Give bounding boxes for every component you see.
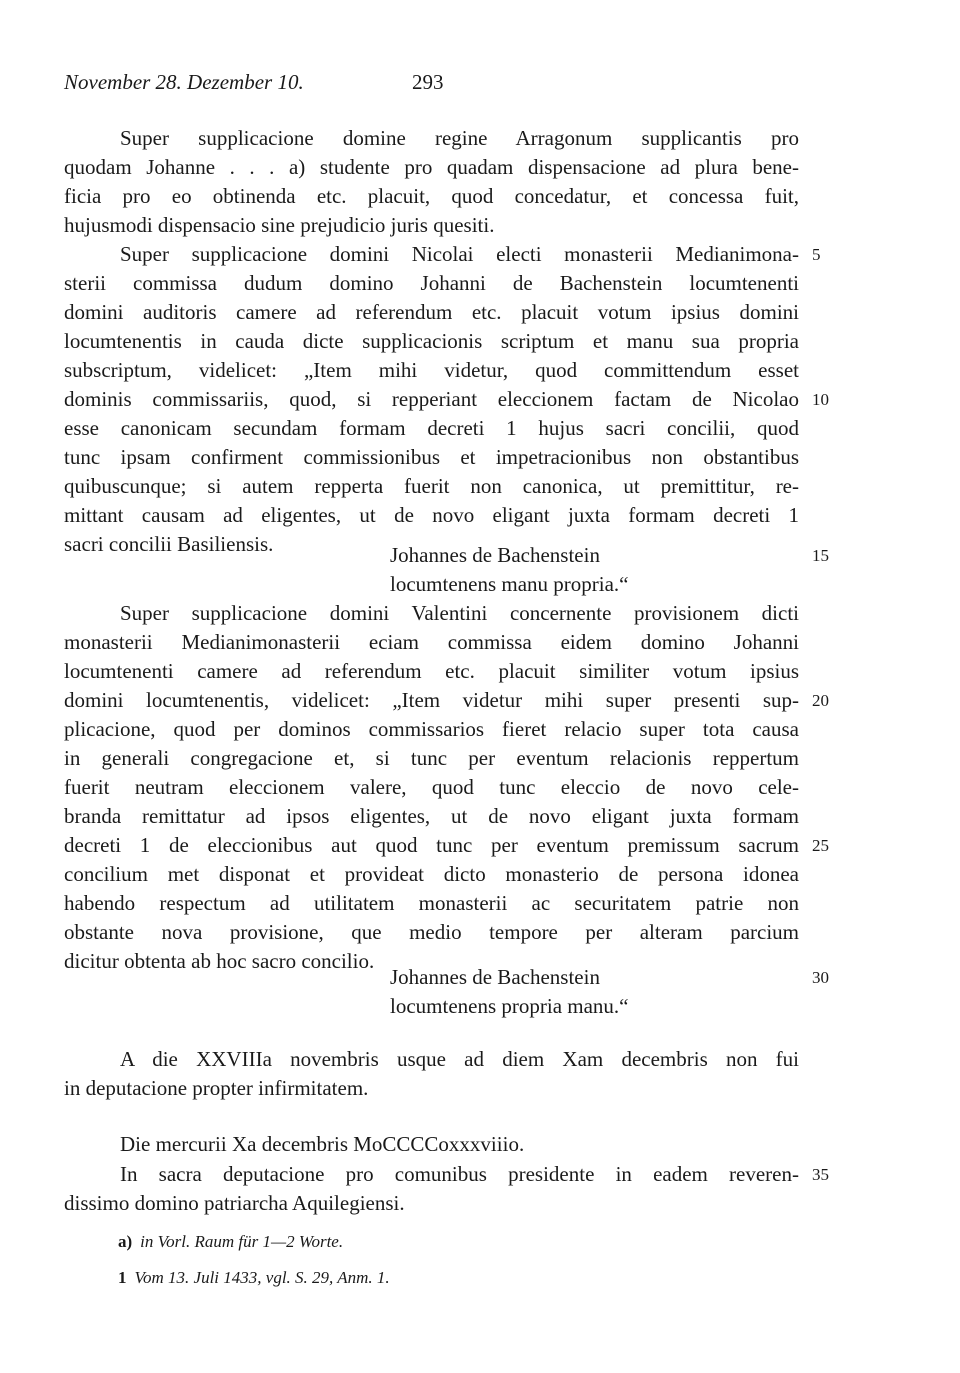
text-line: in deputacione propter infirmitatem. <box>64 1076 369 1100</box>
line-number: 30 <box>812 968 829 987</box>
text-line: plicacione, quod per dominos commissarios fieret relacio super tota causa <box>64 717 799 741</box>
signature-title: locumtenens propria manu.“ <box>390 994 629 1018</box>
line-number: 5 <box>812 245 821 264</box>
text-line: in generali congregacione et, si tunc per eventum relacionis reppertum <box>64 746 799 770</box>
footnote-mark: a) <box>118 1232 133 1251</box>
footnote-text: Vom 13. Juli 1433, vgl. S. 29, Anm. 1. <box>134 1268 390 1287</box>
text-line: dicitur obtenta ab hoc sacro concilio. <box>64 949 375 973</box>
text-line: Die mercurii Xa decembris MoCCCCoxxxviiio. <box>120 1132 525 1156</box>
text-line: ficia pro eo obtinenda etc. placuit, quod concedatur, et concessa fuit, <box>64 184 799 208</box>
text-line: quibuscunque; si autem repperta fuerit non canonica, ut premittitur, re- <box>64 474 799 498</box>
text-line: habendo respectum ad utilitatem monasterii ac securitatem patrie non <box>64 891 799 915</box>
text-line: A die XXVIIIa novembris usque ad diem Xam decembris non fui <box>120 1047 799 1071</box>
running-header <box>64 70 444 95</box>
text-line: In sacra deputacione pro comunibus presidente in eadem reveren- <box>120 1162 799 1186</box>
signature-name: Johannes de Bachenstein <box>390 543 600 567</box>
footnote-text: in Vorl. Raum für 1—2 Worte. <box>140 1232 344 1251</box>
text-line: sterii commissa dudum domino Johanni de Bachenstein locumtenenti <box>64 271 799 295</box>
line-number: 35 <box>812 1165 829 1184</box>
text-line: tunc ipsam confirment commissionibus et impetracionibus non obstantibus <box>64 445 799 469</box>
page-number: 293 <box>412 70 444 94</box>
signature-title: locumtenens manu propria.“ <box>390 572 629 596</box>
line-number: 25 <box>812 836 829 855</box>
text-line: monasterii Medianimonasterii eciam commissa eidem domino Johanni <box>64 630 799 654</box>
line-number: 20 <box>812 691 829 710</box>
line-number: 10 <box>812 390 829 409</box>
text-line: dissimo domino patriarcha Aquilegiensi. <box>64 1191 405 1215</box>
footnote <box>118 1266 390 1290</box>
text-line: Super supplicacione domine regine Arragonum supplicantis pro <box>120 126 799 150</box>
text-line: locumtenentis in cauda dicte supplicacionis scriptum et manu sua propria <box>64 329 799 353</box>
text-line: sacri concilii Basiliensis. <box>64 532 274 556</box>
text-line: dominis commissariis, quod, si repperiant eleccionem factam de Nicolao <box>64 387 799 411</box>
text-line: Super supplicacione domini Nicolai electi monasterii Medianimona- <box>120 242 799 266</box>
text-line: fuerit neutram eleccionem valere, quod tunc eleccio de novo cele- <box>64 775 799 799</box>
text-line: quodam Johanne . . . a) studente pro quadam dispensacione ad plura bene- <box>64 155 799 179</box>
text-line: Super supplicacione domini Valentini concernente provisionem dicti <box>120 601 799 625</box>
text-line: mittant causam ad eligentes, ut de novo eligant juxta formam decreti 1 <box>64 503 799 527</box>
text-line: branda remittatur ad ipsos eligentes, ut de novo eligant juxta formam <box>64 804 799 828</box>
text-line: domini auditoris camere ad referendum etc. placuit votum ipsius domini <box>64 300 799 324</box>
text-line: esse canonicam secundam formam decreti 1 hujus sacri concilii, quod <box>64 416 799 440</box>
text-line: obstante nova provisione, que medio tempore per alteram parcium <box>64 920 799 944</box>
text-line: concilium met disponat et provideat dicto monasterio de persona idonea <box>64 862 799 886</box>
footnote <box>118 1230 343 1254</box>
footnote-mark: 1 <box>118 1268 127 1287</box>
header-date-range: November 28. Dezember 10. <box>64 70 304 94</box>
text-line: locumtenenti camere ad referendum etc. placuit similiter votum ipsius <box>64 659 799 683</box>
text-line: domini locumtenentis, videlicet: „Item videtur mihi super presenti sup- <box>64 688 799 712</box>
signature-name: Johannes de Bachenstein <box>390 965 600 989</box>
text-line: hujusmodi dispensacio sine prejudicio juris quesiti. <box>64 213 495 237</box>
line-number: 15 <box>812 546 829 565</box>
text-line: decreti 1 de eleccionibus aut quod tunc per eventum premissum sacrum <box>64 833 799 857</box>
text-line: subscriptum, videlicet: „Item mihi videtur, quod committendum esset <box>64 358 799 382</box>
